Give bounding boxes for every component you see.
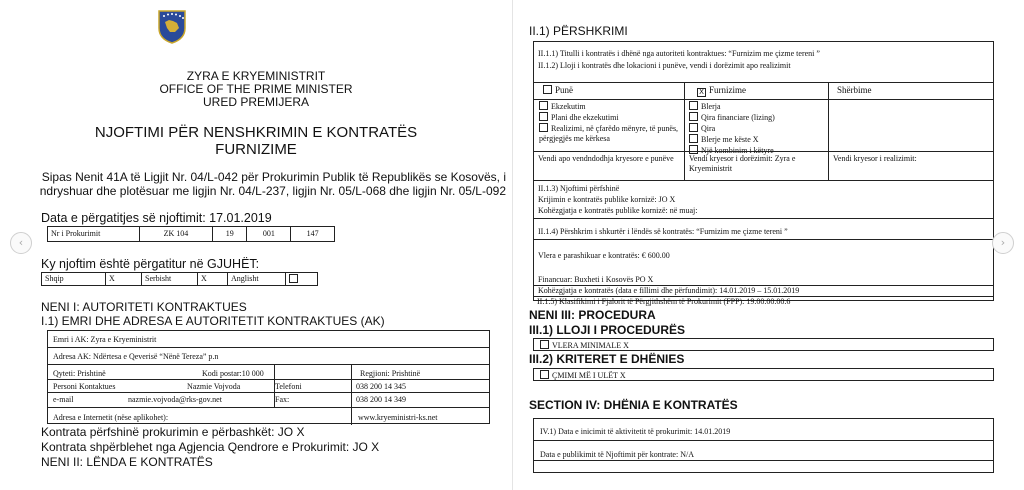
check-icon: X bbox=[697, 88, 706, 97]
section-2-title: NENI II: LËNDA E KONTRATËS bbox=[41, 455, 213, 469]
procurement-start-date: IV.1) Data e inicimit të aktivitetit të prokurimit: 14.01.2019 bbox=[540, 427, 731, 436]
section-3-title: NENI III: PROCEDURA bbox=[529, 308, 656, 322]
language-table bbox=[41, 272, 318, 286]
description-title: II.1) PËRSHKRIMI bbox=[529, 24, 628, 38]
framework-duration: Kohëzgjatja e kontratës publike kornizë: në muaj: bbox=[538, 206, 698, 215]
joint-procurement: Kontrata përfshinë prokurimin e përbashkët: JO X bbox=[41, 425, 305, 439]
chevron-right-icon: › bbox=[1000, 236, 1006, 249]
supply-location: Vendi kryesor i dorëzimit: Zyra e Kryeministrit bbox=[689, 154, 796, 173]
authority-name: Emri i AK: Zyra e Kryeministrit bbox=[53, 335, 157, 344]
type-supply[interactable]: X Furnizime bbox=[697, 85, 746, 97]
authority-postal: Kodi postar:10 000 bbox=[202, 369, 264, 378]
procedure-type-value: VLERA MINIMALE X bbox=[552, 341, 629, 350]
preparation-date: Data e përgatitjes së njoftimit: 17.01.2019 bbox=[41, 211, 272, 225]
notice-title bbox=[0, 124, 512, 158]
type-services: Shërbime bbox=[837, 85, 872, 95]
notice-title-line-2: FURNIZIME bbox=[215, 141, 297, 158]
fax-label: Fax: bbox=[275, 395, 290, 404]
works-options bbox=[539, 101, 681, 144]
supply-option[interactable]: Blerje me këste X bbox=[689, 134, 824, 145]
procurement-number-part: 147 bbox=[291, 227, 335, 242]
chevron-left-icon: ‹ bbox=[18, 236, 24, 249]
header-line-3: URED PREMIJERA bbox=[202, 95, 309, 109]
authority-region: Regjioni: Prishtinë bbox=[360, 369, 421, 378]
lang-shqip: Shqip bbox=[42, 273, 106, 286]
authority-box bbox=[47, 330, 490, 424]
works-option[interactable]: Ekzekutim bbox=[539, 101, 681, 112]
document-page-right bbox=[512, 0, 1024, 490]
legal-line-1: Sipas Nenit 41A të Ligjit Nr. 04/L-042 për Prokurimin Publik të Republikës se Kosovës, i bbox=[41, 170, 506, 184]
financing: Financuar: Buxheti i Kosovës PO X bbox=[538, 275, 654, 284]
notice-scope: II.1.3) Njoftimi përfshinë bbox=[538, 184, 620, 193]
procurement-number-label: Nr i Prokurimit bbox=[48, 227, 140, 242]
central-procurement: Kontrata shpërblehet nga Agjencia Qendrore e Prokurimit: JO X bbox=[41, 440, 380, 454]
supply-option[interactable]: Blerja bbox=[689, 101, 824, 112]
phone-value: 038 200 14 345 bbox=[356, 382, 406, 391]
section-4-title: SECTION IV: DHËNIA E KONTRATËS bbox=[529, 398, 738, 412]
procurement-number-table bbox=[47, 226, 335, 242]
section-1-subtitle: I.1) EMRI DHE ADRESA E AUTORITETIT KONTRAKTUES (AK) bbox=[41, 314, 385, 328]
office-header bbox=[0, 70, 512, 109]
contract-type-line: II.1.2) Lloji i kontratës dhe lokacioni i punëve, vendi i dorëzimit apo realizimit bbox=[538, 61, 791, 70]
procurement-number-part: 001 bbox=[247, 227, 291, 242]
web-label: Adresa e Internetit (nëse aplikohet): bbox=[53, 413, 169, 422]
header-line-2: OFFICE OF THE PRIME MINISTER bbox=[159, 82, 353, 96]
contract-value: Vlera e parashikuar e kontratës: € 600.00 bbox=[538, 251, 670, 260]
email-value[interactable]: nazmie.vojvoda@rks-gov.net bbox=[128, 395, 222, 404]
language-heading: Ky njoftim është përgatitur në GJUHËT: bbox=[41, 257, 260, 271]
prev-page-button[interactable] bbox=[10, 232, 32, 254]
phone-label: Telefoni bbox=[275, 382, 302, 391]
legal-line-2: ndryshuar dhe plotësuar me ligjin Nr. 04/L-237, ligjin Nr. 05/L-068 dhe ligjin Nr. 05/L-092 bbox=[39, 184, 506, 198]
criteria-title: III.2) KRITERET E DHËNIES bbox=[529, 352, 685, 366]
supply-option[interactable]: Një kombinim i këtyre bbox=[689, 145, 824, 156]
works-option[interactable]: Plani dhe ekzekutimi bbox=[539, 112, 681, 123]
authority-city: Qyteti: Prishtinë bbox=[53, 369, 106, 378]
description-box bbox=[533, 41, 994, 301]
supply-options bbox=[689, 101, 824, 156]
procedure-type-box[interactable] bbox=[533, 338, 994, 351]
framework-contract: Krijimin e kontratës publike kornizë: JO X bbox=[538, 195, 676, 204]
works-location: Vendi apo vendndodhja kryesore e punëve bbox=[538, 154, 674, 163]
legal-basis bbox=[36, 170, 506, 198]
works-option[interactable]: Realizimi, në çfarëdo mënyre, të punës, përgjegjës me kërkesa bbox=[539, 124, 679, 143]
supply-option[interactable]: Qira bbox=[689, 123, 824, 134]
authority-address: Adresa AK: Ndërtesa e Qeverisë “Nënë Tereza” p.n bbox=[53, 352, 219, 361]
lang-serbisht-mark: X bbox=[198, 273, 228, 286]
supply-option[interactable]: Qira financiare (lizing) bbox=[689, 112, 824, 123]
procurement-number-part: 19 bbox=[212, 227, 247, 242]
publication-date: Data e publikimit të Njoftimit për kontrate: N/A bbox=[540, 450, 694, 459]
type-works[interactable]: Punë bbox=[543, 85, 573, 95]
lang-serbisht: Serbisht bbox=[142, 273, 198, 286]
contract-duration: Kohëzgjatja e kontratës (data e fillimi dhe përfundimit): 14.01.2019 – 15.01.2019 bbox=[538, 286, 800, 295]
notice-title-line-1: NJOFTIMI PËR NENSHKRIMIN E KONTRATËS bbox=[94, 124, 418, 141]
services-location: Vendi kryesor i realizimit: bbox=[833, 154, 917, 163]
section-1-title: NENI I: AUTORITETI KONTRAKTUES bbox=[41, 300, 247, 314]
procedure-type-title: III.1) LLOJI I PROCEDURËS bbox=[529, 323, 686, 337]
award-box bbox=[533, 418, 994, 473]
email-label: e-mail bbox=[53, 395, 74, 404]
web-value[interactable]: www.kryeministri-ks.net bbox=[358, 413, 438, 422]
short-description: II.1.4) Përshkrim i shkurtër i lëndës së kontratës: “Furnizim me çizme tereni ” bbox=[538, 227, 788, 236]
contact-label: Personi Kontaktues bbox=[53, 382, 116, 391]
next-page-button[interactable] bbox=[992, 232, 1014, 254]
contact-name: Nazmie Vojvoda bbox=[187, 382, 241, 391]
lang-shqip-mark: X bbox=[106, 273, 142, 286]
lang-anglisht: Anglisht bbox=[228, 273, 286, 286]
kosovo-emblem-icon bbox=[157, 8, 187, 44]
criteria-value: ÇMIMI MË I ULËT X bbox=[552, 371, 626, 380]
procurement-number-part: ZK 104 bbox=[140, 227, 213, 242]
fax-value: 038 200 14 349 bbox=[356, 395, 406, 404]
lang-anglisht-checkbox[interactable] bbox=[286, 273, 318, 286]
header-line-1: ZYRA E KRYEMINISTRIT bbox=[186, 69, 326, 83]
criteria-box[interactable] bbox=[533, 368, 994, 381]
cpv-code: II.1.5) Klasifikimi i Fjalorit të Përgjithshëm të Prokurimit (FPP): 19.00.00.00.6 bbox=[537, 297, 791, 306]
contract-title: II.1.1) Titulli i kontratës i dhënë nga autoriteti kontraktues: “Furnizim me çizme tereni ” bbox=[538, 49, 820, 58]
